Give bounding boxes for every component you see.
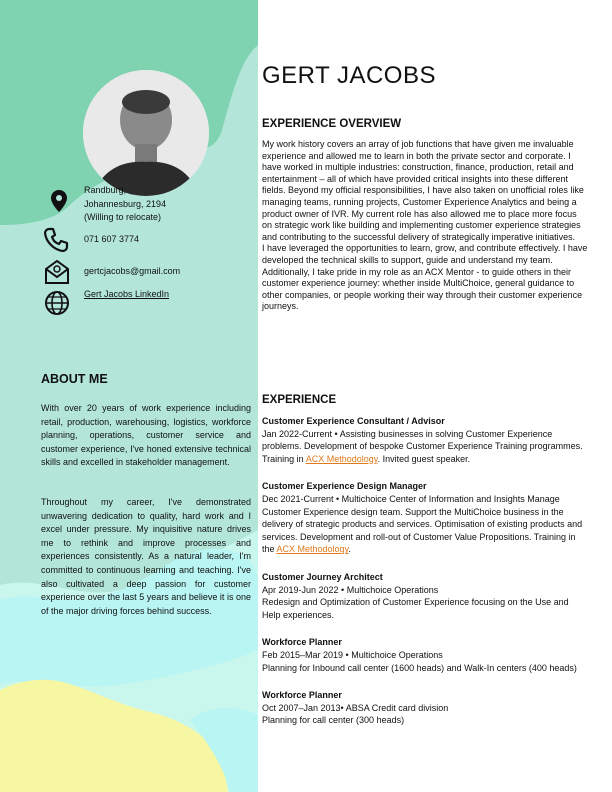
phone-number: 071 607 3774 — [84, 234, 140, 244]
job-description: Redesign and Optimization of Customer Experience focusing on the Use and Help experiences. — [262, 597, 569, 620]
about-paragraph-2: Throughout my career, I've demonstrated unwavering dedication to quality, hard work and I excel under pressure. My inquisitive nature drives me to rethink and improve processes and experiences consistently. As a natural leader, I'm committed to continuous learning and teaching. I've also cultivated a deep passion for customer experience over the last 5 years and believe it is one of the major driving forces behind success. — [41, 497, 251, 616]
job-title: Workforce Planner — [262, 637, 342, 648]
job-title: Workforce Planner — [262, 690, 342, 701]
overview-paragraph-2: I have leveraged the opportunities to learn, grow, and contribute effectively. I have developed the technical skills to support, guide and understand my team. — [262, 243, 588, 265]
name-heading: GERT JACOBS — [262, 62, 436, 89]
email-address: gertcjacobs@gmail.com — [84, 266, 181, 276]
overview-body — [262, 139, 588, 313]
address: Randburg, Johannesburg, 2194 (Willing to relocate) — [84, 185, 167, 222]
job-title: Customer Experience Consultant / Advisor — [262, 416, 445, 426]
overview-paragraph-3: Additionally, I take pride in my role as an ACX Mentor - to guide others in their customer experience journey: whether inside MultiChoice, general guidance to other companies, or people working their way through their customer experience journeys. — [262, 266, 583, 312]
sidebar — [0, 0, 258, 792]
profile-photo — [83, 70, 209, 196]
phone-icon — [42, 226, 70, 254]
job-title: Customer Experience Design Manager — [262, 481, 427, 492]
about-title: ABOUT ME — [41, 372, 108, 386]
job-description: Dec 2021-Current • Multichoice Center of Information and Insights Manage Customer Experience design team. Support the MultiChoice business in the delivery of strategic products and services. Optimisation of existing products and services. Development and roll-out of Customer Value Propositions. Training in the ACX Methodology. — [262, 493, 583, 555]
job-entry — [262, 480, 588, 556]
job-dates: Feb 2015–Mar 2019 • Multichoice Operations — [262, 649, 443, 660]
overview-title: EXPERIENCE OVERVIEW — [262, 118, 402, 130]
experience-list — [262, 415, 588, 742]
job-entry — [262, 415, 588, 465]
job-dates: Apr 2019-Jun 2022 • Multichoice Operations — [262, 584, 439, 595]
acx-methodology-link[interactable]: ACX Methodology — [276, 544, 349, 555]
map-pin-icon — [45, 187, 73, 215]
job-description: Planning for call center (300 heads) — [262, 715, 405, 726]
job-description: Jan 2022-Current • Assisting businesses in solving Customer Experience problems. Development of bespoke Customer Experience Training programmes. Training in ACX Methodology. Invited guest speaker. — [262, 428, 583, 464]
job-entry — [262, 689, 588, 727]
about-paragraph-1: With over 20 years of work experience including retail, production, warehousing, logistics, workforce planning, operations, customer service and customer experience, I've honed extensive technical skills and excelled in stakeholder management. — [41, 403, 251, 468]
acx-methodology-link[interactable]: ACX Methodology — [305, 453, 378, 464]
job-entry — [262, 636, 588, 674]
job-dates: Oct 2007–Jan 2013• ABSA Credit card division — [262, 702, 449, 713]
overview-paragraph-1: My work history covers an array of job functions that have given me invaluable experience and allowed me to learn in both the private sector and corporate. I have worked in multiple industries: construction, finance, production, retail and entertainment – all of which have provided critical insights into these different fields. Beyond my official responsibilities, I have also taken on unofficial roles like managing teams, running projects, Customer Experience Analytics and being a product owner of IVR. My current role has also allowed me to place more focus on strategic work like building and implementing customer experience strategies and contributing to the successful delivery of strategically imperative initiatives. — [262, 139, 584, 242]
email-icon — [43, 258, 71, 286]
job-title: Customer Journey Architect — [262, 571, 383, 582]
experience-title: EXPERIENCE — [262, 394, 337, 406]
job-entry — [262, 571, 588, 621]
globe-icon — [43, 289, 71, 317]
job-description: Planning for Inbound call center (1600 heads) and Walk-In centers (400 heads) — [262, 662, 577, 673]
linkedin-link[interactable]: Gert Jacobs LinkedIn — [84, 289, 170, 299]
